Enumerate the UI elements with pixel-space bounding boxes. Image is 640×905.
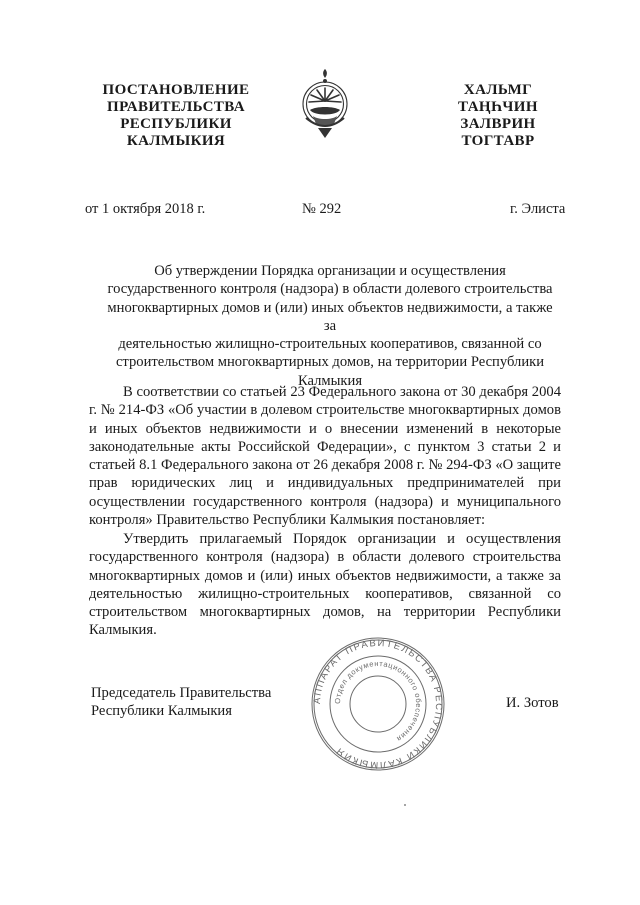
- official-stamp: [308, 634, 448, 774]
- header-right-line: ТОГТАВР: [461, 133, 535, 149]
- body-paragraph-preamble: В соответствии со статьей 23 Федерального закона от 30 декабря 2004 г. № 214-ФЗ «Об участии в долевом строительстве многоквартирных домов и иных объектов недвижимости и о внесении изменений в некоторые законодательные акты Российской Федерации», с пунктом 3 статьи 2 и статьей 8.1 Федерального закона от 26 декабря 2008 г. № 294-ФЗ «О защите прав юридических лиц и индивидуальных предпринимателей при осуществлении государственного контроля (надзора) и муниципального контроля» Правительство Республики Калмыкия постановляет:: [89, 384, 561, 529]
- header-right-line: ТАҢҺЧИН: [458, 99, 538, 115]
- header-left-title: [86, 82, 266, 150]
- title-line: государственного контроля (надзора) в области долевого строительства: [107, 281, 553, 298]
- header-left-line: ПРАВИТЕЛЬСТВА: [107, 99, 245, 115]
- signatory-title-line: Республики Калмыкия: [91, 703, 232, 720]
- title-line: строительством многоквартирных домов, на территории Республики: [115, 354, 545, 371]
- body-paragraph-resolution: Утвердить прилагаемый Порядок организации и осуществления государственного контроля (надзора) в области долевого строительства многоквартирных домов и (или) иных объектов недвижимости, а также за деятельностью жилищно-строительных кооперативов, связанной со строительством многоквартирных домов, на территории Республики Калмыкия.: [89, 531, 561, 639]
- svg-text:АППАРАТ ПРАВИТЕЛЬСТВА РЕСПУБЛИ: [312, 638, 444, 770]
- signatory-title-line: Председатель Правительства: [91, 685, 272, 701]
- header-right-title: [442, 82, 554, 150]
- document-title: [100, 262, 560, 390]
- header-left-line: КАЛМЫКИЯ: [126, 133, 226, 149]
- title-line: деятельностью жилищно-строительных кооперативов, связанной со: [118, 336, 542, 353]
- header-right-line: ЗАЛВРИН: [460, 116, 536, 132]
- title-line: многоквартирных домов и (или) иных объектов недвижимости, а также за: [107, 299, 553, 334]
- header-left-line: РЕСПУБЛИКИ: [120, 116, 232, 132]
- stamp-inner-text: Отдел документационного обеспечения: [332, 658, 424, 744]
- signatory-title: [91, 684, 311, 721]
- title-line: Калмыкия: [297, 372, 363, 389]
- header-right-line: ХАЛЬМГ: [463, 82, 533, 98]
- stamp-outer-text: АППАРАТ ПРАВИТЕЛЬСТВА РЕСПУБЛИКИ КАЛМЫКИЯ: [311, 637, 445, 771]
- document-date: от 1 октября 2018 г.: [85, 201, 206, 217]
- svg-text:Отдел документационного обеспе: [333, 659, 423, 744]
- scan-speck: [404, 804, 406, 806]
- document-city: г. Элиста: [510, 201, 566, 217]
- kalmykia-emblem-icon: [296, 68, 354, 140]
- title-line: Об утверждении Порядка организации и осуществления: [154, 263, 506, 279]
- signatory-name: И. Зотов: [506, 695, 559, 711]
- header-left-line: ПОСТАНОВЛЕНИЕ: [102, 82, 250, 98]
- document-number: № 292: [302, 201, 342, 217]
